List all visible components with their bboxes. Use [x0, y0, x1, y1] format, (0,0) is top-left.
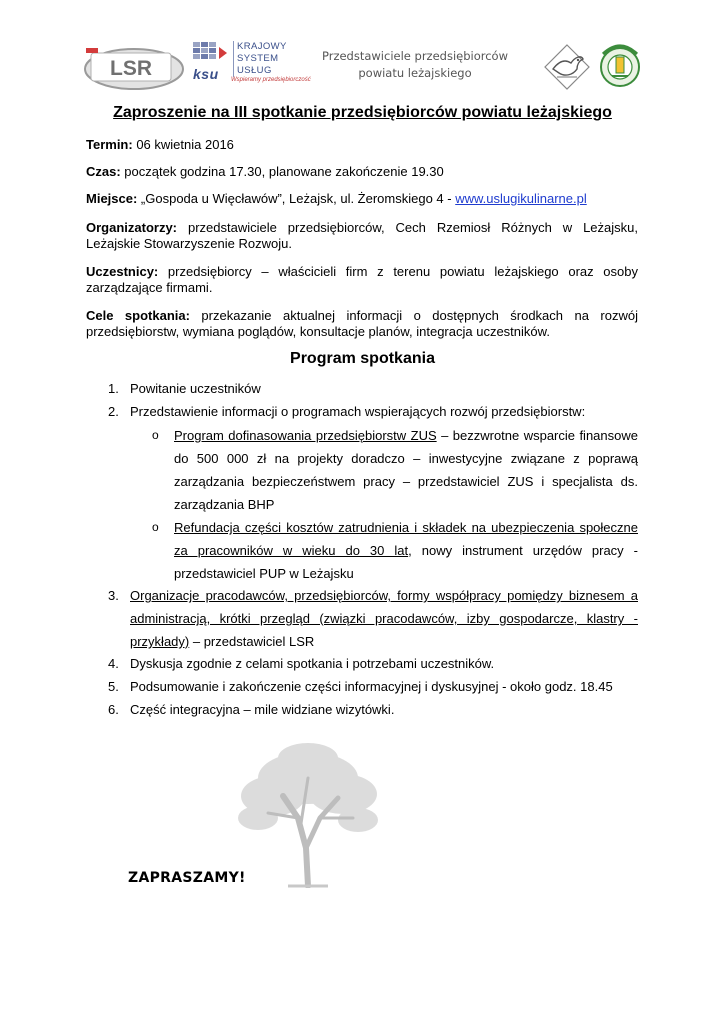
closing-invitation: ZAPRASZAMY! — [128, 870, 246, 886]
sub-item-underlined: Refundacja części kosztów zatrudnienia i składek na ubezpieczenia społeczne za pracowników w wieku do 30 lat — [174, 520, 638, 558]
cele-field — [86, 308, 638, 340]
program-item — [130, 584, 638, 653]
cele-value: przekazanie aktualnej informacji o dostępnych środkach na rozwój przedsiębiorstw, wymiana poglądów, konsultacje planów, integracja uczestników. — [86, 308, 638, 339]
sub-item-text: – bezzwrotne wsparcie finansowe do 500 000 zł na projekty doradczo – inwestycyjne związane z poprawą zarządzania bezpieczeństwem pracy – przedstawiciel ZUS i specjalista ds. zarządzania BHP — [174, 428, 638, 512]
ksu-logo-tagline: Wspieramy przedsiębiorczość — [231, 77, 311, 83]
czas-label: Czas: — [86, 164, 121, 179]
miejsce-field — [86, 191, 638, 207]
sub-item-underlined: Program dofinasowania przedsiębiorstw ZUS — [174, 428, 437, 443]
ksu-logo-line3: USŁUG — [237, 65, 272, 76]
miejsce-label: Miejsce: — [86, 191, 138, 206]
tree-watermark — [228, 738, 388, 888]
venue-website-link[interactable]: www.uslugikulinarne.pl — [455, 191, 587, 206]
ksu-logo — [193, 40, 311, 84]
program-item: Część integracyjna – mile widziane wizytówki. — [130, 702, 395, 717]
cele-label: Cele spotkania: — [86, 308, 190, 323]
header-caption-line2: powiatu leżajskiego — [358, 66, 472, 80]
program-item-number: 6. — [108, 702, 119, 717]
program-item-number: 1. — [108, 381, 119, 396]
czas-value: początek godzina 17.30, planowane zakończenie 19.30 — [120, 164, 444, 179]
program-item: Powitanie uczestników — [130, 381, 261, 396]
termin-label: Termin: — [86, 137, 133, 152]
craft-guild-logo — [597, 40, 643, 90]
ksu-logo-line1: KRAJOWY — [237, 41, 287, 52]
program-item-number: 4. — [108, 656, 119, 671]
lsr-logo — [83, 43, 185, 91]
organizatorzy-field — [86, 220, 638, 252]
sub-item-text: , nowy instrument urzędów pracy - przedstawiciel PUP w Leżajsku — [174, 543, 638, 581]
program-item-number: 3. — [108, 588, 119, 603]
sub-item-bullet: o — [152, 428, 159, 442]
uczestnicy-value: przedsiębiorcy – właścicieli firm z terenu powiatu leżajskiego oraz osoby zarządzające firmami. — [86, 264, 638, 295]
header-caption — [320, 48, 510, 82]
program-item-text: – przedstawiciel LSR — [189, 634, 315, 649]
program-sub-item-zus — [174, 424, 638, 516]
header-caption-line1: Przedstawiciele przedsiębiorców — [321, 49, 508, 63]
program-item-number: 2. — [108, 404, 119, 419]
lsr-logo-text: LSR — [110, 57, 152, 80]
program-sub-item-pup — [174, 516, 638, 585]
program-item-underlined: Organizacje pracodawców, przedsiębiorców, formy współpracy pomiędzy biznesem a administracją, krótki przegląd (związki pracodawców, izby gospodarcze, klastry - przykłady) — [130, 588, 638, 649]
organizatorzy-label: Organizatorzy: — [86, 220, 178, 235]
program-item-number: 5. — [108, 679, 119, 694]
miejsce-value: „Gospoda u Więcławów”, Leżajsk, ul. Żeromskiego 4 - — [137, 191, 456, 206]
invitation-title: Zaproszenie na III spotkanie przedsiębiorców powiatu leżajskiego — [113, 104, 612, 121]
program-item: Dyskusja zgodnie z celami spotkania i potrzebami uczestników. — [130, 656, 495, 671]
program-item: Podsumowanie i zakończenie części informacyjnej i dyskusyjnej - około godz. 18.45 — [130, 679, 613, 694]
ksu-logo-abbr: ksu — [193, 66, 219, 82]
ksu-grid-icon — [193, 42, 229, 66]
ksu-logo-line2: SYSTEM — [237, 53, 279, 64]
sub-item-bullet: o — [152, 520, 159, 534]
uczestnicy-label: Uczestnicy: — [86, 264, 159, 279]
termin-field — [86, 137, 638, 153]
bird-emblem-logo — [543, 43, 591, 91]
program-heading: Program spotkania — [290, 350, 435, 367]
termin-value: 06 kwietnia 2016 — [132, 137, 234, 152]
program-item: Przedstawienie informacji o programach wspierających rozwój przedsiębiorstw: — [130, 404, 586, 419]
uczestnicy-field — [86, 264, 638, 296]
organizatorzy-value: przedstawiciele przedsiębiorców, Cech Rzemiosł Różnych w Leżajsku, Leżajskie Stowarzyszenie Rozwoju. — [86, 220, 638, 251]
czas-field — [86, 164, 638, 180]
